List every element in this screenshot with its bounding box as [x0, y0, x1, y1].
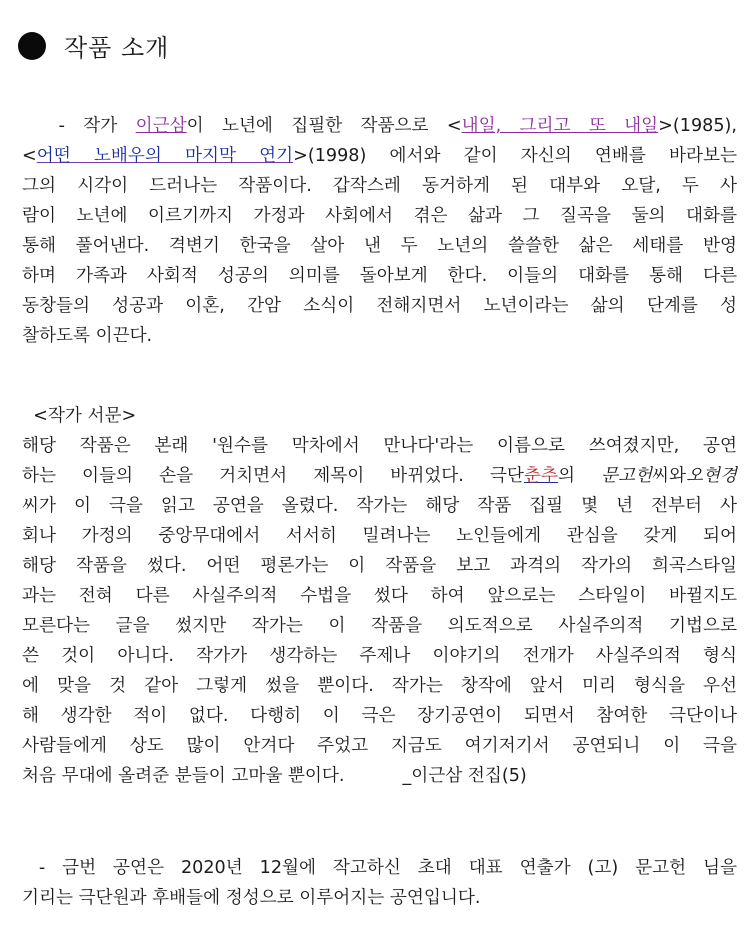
preface-line-5: 해당 작품을 썼다. 어떤 평론가는 이 작품을 보고 과격의 작가의 희곡스타일: [22, 556, 737, 576]
preface-line-8: 쓴 것이 아니다. 작가가 생각하는 주제나 이야기의 전개가 사실주의적 형식: [22, 646, 737, 666]
preface-line-1: 해당 작품은 본래 '원수를 막차에서 만나다'라는 이름으로 쓰여졌지만, 공연: [22, 436, 737, 456]
preface-title: <작가 서문>: [22, 406, 137, 426]
intro-paragraph: [22, 111, 737, 351]
intro-line-3: 그의 시각이 드러나는 작품이다. 갑작스레 동거하게 된 대부와 오달, 두 사: [22, 176, 737, 196]
intro-line-5: 통해 풀어낸다. 격변기 한국을 살아 낸 두 노년의 쓸쓸한 삶은 세태를 반영: [22, 236, 737, 256]
section-title: 작품 소개: [64, 34, 170, 62]
preface-line-9: 에 맞을 것 같아 그렇게 썼을 뿐이다. 작가는 창작에 앞서 미리 형식을 우선: [22, 676, 737, 696]
preface-line-12: 처음 무대에 올려준 분들이 고마울 뿐이다. _이근삼 전집(5): [22, 761, 737, 791]
work-link-tomorrow[interactable]: 내일, 그리고 또 내일: [461, 116, 659, 136]
work-link-old-actor[interactable]: 어떤 노배우의 마지막 연기: [36, 146, 294, 166]
troupe-link[interactable]: 춘추: [523, 466, 558, 486]
preface-line-3: 씨가 이 극을 읽고 공연을 올렸다. 작가는 해당 작품 집필 몇 년 전부터 사: [22, 496, 737, 516]
intro-line-4: 람이 노년에 이르기까지 가정과 사회에서 겪은 삶과 그 질곡을 둘의 대화를: [22, 206, 737, 226]
intro-line-7: 동창들의 성공과 이혼, 간암 소식이 전해지면서 노년이라는 삶의 단계를 성: [22, 296, 737, 316]
preface-line-10: 해 생각한 적이 없다. 다행히 이 극은 장기공연이 되면서 참여한 극단이나: [22, 706, 737, 726]
filled-circle-icon: [18, 32, 46, 60]
preface-paragraph: [22, 401, 737, 791]
person-name-1: 문고헌: [601, 466, 653, 486]
memorial-paragraph: [22, 853, 737, 913]
preface-line-11: 사람들에게 상도 많이 안겨다 주었고 지금도 여기저기서 공연되니 이 극을: [22, 736, 737, 756]
signature: _이근삼 전집(5): [402, 766, 527, 786]
preface-line-7: 모른다는 글을 썼지만 작가는 이 작품을 의도적으로 사실주의적 기법으로: [22, 616, 737, 636]
memorial-line-2: 기리는 극단원과 후배들에 정성으로 이루어지는 공연입니다.: [22, 888, 481, 908]
intro-line-6: 하며 가족과 사회적 성공의 의미를 돌아보게 한다. 이들의 대화를 통해 다른: [22, 266, 737, 286]
intro-line-2: <어떤 노배우의 마지막 연기>(1998) 에서와 같이 자신의 연배를 바라보는: [22, 146, 737, 166]
preface-line-4: 회나 가정의 중앙무대에서 서서히 밀려나는 노인들에게 관심을 갖게 되어: [22, 526, 737, 546]
author-link[interactable]: 이근삼: [135, 116, 187, 136]
section-heading: [18, 28, 169, 63]
preface-line-2: 하는 이들의 손을 거치면서 제목이 바뀌었다. 극단춘추의 문고헌씨와오현경: [22, 466, 738, 486]
person-name-2: 오현경: [686, 466, 738, 486]
intro-line-8: 찰하도록 이끈다.: [22, 326, 153, 346]
intro-line-1: - 작가 이근삼이 노년에 집필한 작품으로 <내일, 그리고 또 내일>(1985),: [22, 116, 737, 136]
preface-line-6: 과는 전혀 다른 사실주의적 수법을 썼다 하여 앞으로는 스타일이 바뀔지도: [22, 586, 737, 606]
memorial-line-1: - 금번 공연은 2020년 12월에 작고하신 초대 대표 연출가 (고) 문고헌 님을: [22, 858, 737, 878]
